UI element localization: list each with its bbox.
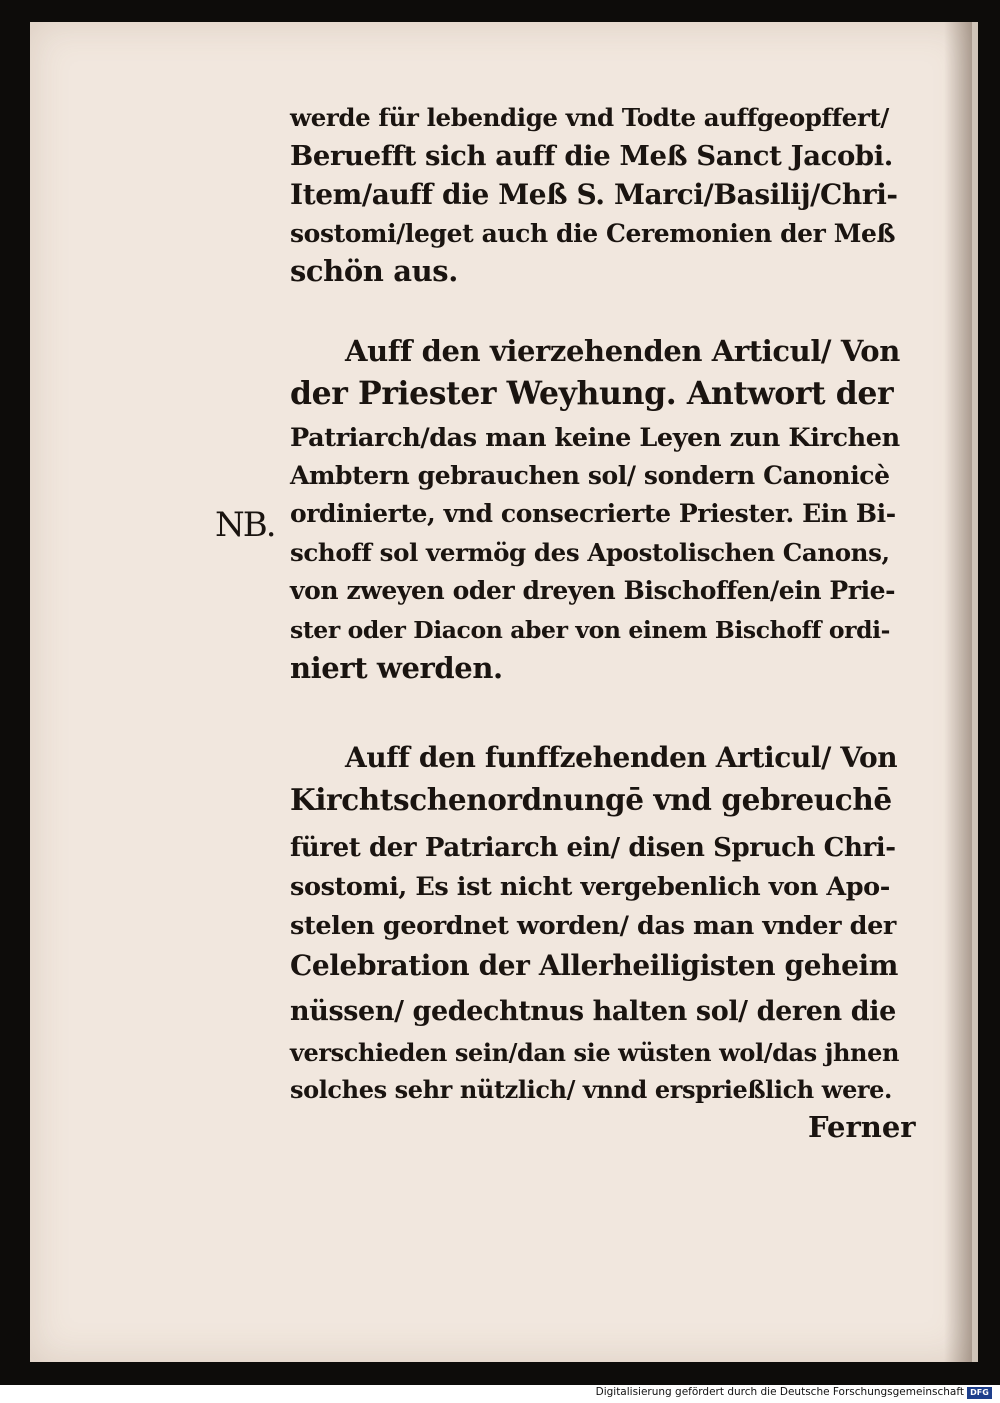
catchword: Ferner xyxy=(808,1110,916,1144)
text-line: solches sehr nützlich/ vnnd ersprießlich were. xyxy=(290,1075,893,1104)
text-line: schoff sol vermög des Apostolischen Canons, xyxy=(290,538,890,567)
text-line: ordinierte, vnd consecrierte Priester. Ein Bi- xyxy=(290,499,896,528)
text-line: Item/auff die Meß S. Marci/Basilij/Chri- xyxy=(290,178,898,211)
paragraph-start: Auff den funffzehenden Articul/ Von xyxy=(345,741,898,774)
text-line: werde für lebendige vnd Todte auffgeopffert/ xyxy=(290,103,889,132)
text-line: Beruefft sich auff die Meß Sanct Jacobi. xyxy=(290,140,893,172)
page-edge xyxy=(972,22,978,1362)
paragraph-start: Auff den vierzehenden Articul/ Von xyxy=(345,334,900,368)
text-line: stelen geordnet worden/ das man vnder der xyxy=(290,911,896,941)
text-line: nüssen/ gedechtnus halten sol/ deren die xyxy=(290,996,896,1027)
text-line: Ambtern gebrauchen sol/ sondern Canonicè xyxy=(290,461,890,490)
dfg-logo-icon: DFG xyxy=(967,1387,992,1399)
text-line: füret der Patriarch ein/ disen Spruch Chri- xyxy=(290,833,896,863)
text-line: niert werden. xyxy=(290,651,503,685)
text-line: von zweyen oder dreyen Bischoffen/ein Prie- xyxy=(290,576,896,605)
text-line: Patriarch/das man keine Leyen zun Kirchen xyxy=(290,423,900,453)
text-line: schön aus. xyxy=(290,254,458,288)
text-line: Celebration der Allerheiligisten geheim xyxy=(290,949,898,982)
gutter-shadow xyxy=(944,22,972,1362)
heading-line: der Priester Weyhung. Antwort der xyxy=(290,375,894,412)
funding-credit: Digitalisierung gefördert durch die Deutsche Forschungsgemeinschaft xyxy=(595,1386,964,1398)
text-line: verschieden sein/dan sie wüsten wol/das jhnen xyxy=(290,1038,900,1067)
text-line: sostomi/leget auch die Ceremonien der Meß xyxy=(290,219,896,248)
heading-line: Kirchtschenordnungē vnd gebreuchē xyxy=(290,782,892,817)
text-line: sostomi, Es ist nicht vergebenlich von Apo- xyxy=(290,872,890,902)
margin-note-nb: NB. xyxy=(215,505,275,545)
text-line: ster oder Diacon aber von einem Bischoff ordi- xyxy=(290,616,890,644)
footer-bar xyxy=(0,1385,1000,1403)
